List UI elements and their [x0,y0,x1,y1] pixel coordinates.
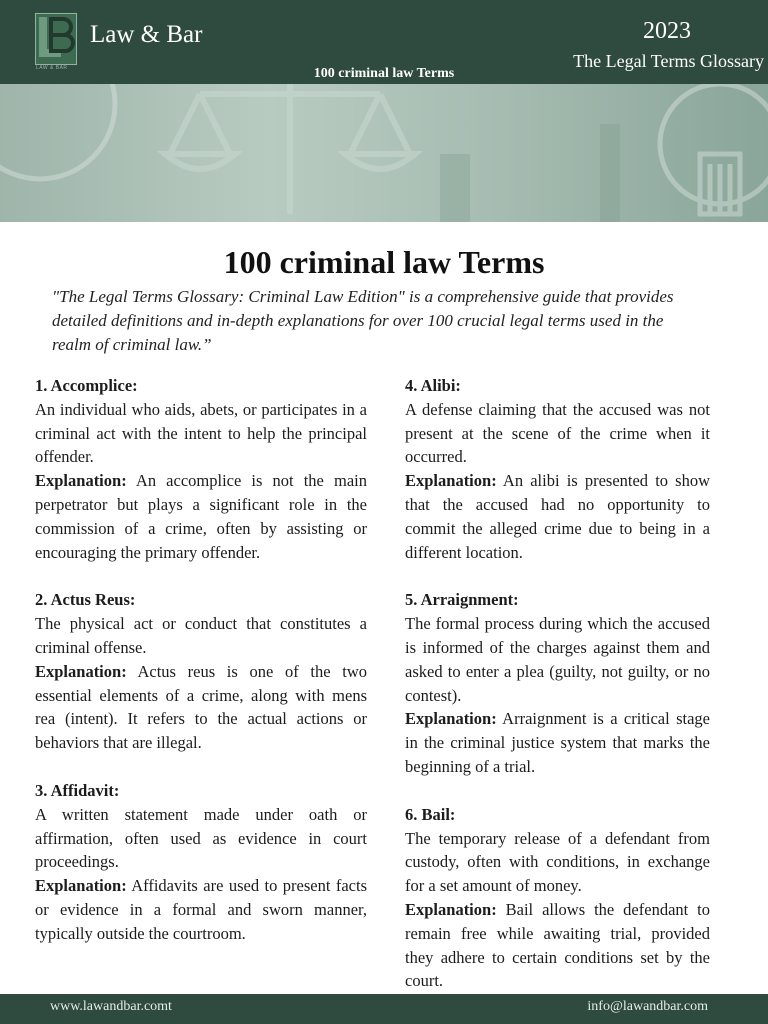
terms-column-right [405,374,710,1017]
year-label: 2023 [643,18,691,44]
explanation-text: Bail allows the defendant to remain free while awaiting trial, provided they adhere to certain conditions set by the court. [405,899,710,991]
explanation-text: An accomplice is not the main perpetrator but plays a significant role in the commission of a crime, often by assisting or encouraging the primary offender. [35,471,367,562]
explanation-label: Explanation: [405,709,497,729]
intro-paragraph: "The Legal Terms Glossary: Criminal Law Edition" is a comprehensive guide that provides detailed definitions and in-depth explanations for over 100 crucial legal terms used in the realm of criminal law.” [52,287,674,354]
explanation-label: Explanation: [405,899,497,919]
tagline: The Legal Terms Glossary [573,51,764,71]
term-entry [35,374,367,564]
header-subtitle: 100 criminal law Terms [313,66,455,81]
term-definition: An individual who aids, abets, or participates in a criminal act with the intent to help the principal offender. [35,399,367,467]
header-bar [0,0,768,84]
brand-name: Law & Bar [90,21,203,48]
explanation-text: Affidavits are used to present facts or evidence in a formal and sworn manner, typically outside the courtroom. [35,876,367,943]
term-heading: 5. Arraignment: [405,590,519,610]
term-entry [405,588,710,778]
term-explanation [405,707,710,778]
explanation-label: Explanation: [35,876,127,896]
term-heading: 1. Accomplice: [35,376,138,395]
term-definition: A defense claiming that the accused was not present at the scene of the crime when it occurred. [405,399,710,467]
term-heading: 4. Alibi: [405,376,461,395]
term-explanation [35,874,367,945]
explanation-label: Explanation: [35,661,127,681]
term-entry [405,803,710,993]
term-heading: 6. Bail: [405,804,456,824]
logo-caption: LAW & BAR [36,65,68,71]
law-and-bar-logo [35,13,77,65]
explanation-label: Explanation: [35,471,127,491]
justice-banner-image [0,84,768,222]
term-entry [405,374,710,564]
term-explanation [405,898,710,993]
page-title: 100 criminal law Terms [223,244,545,280]
explanation-text: Arraignment is a critical stage in the criminal justice system that marks the beginning of a trial. [405,709,710,776]
term-explanation [35,660,367,755]
term-entry [35,588,367,755]
term-heading: 2. Actus Reus: [35,590,136,610]
explanation-text: An alibi is presented to show that the accused had no opportunity to commit the alleged crime due to being in a different location. [405,471,710,562]
term-definition: The temporary release of a defendant from custody, often with conditions, in exchange for a set amount of money. [405,828,710,896]
term-entry [35,779,367,946]
email-link[interactable]: info@lawandbar.com [587,999,708,1014]
term-explanation [35,469,367,564]
term-definition: The formal process during which the accused is informed of the charges against them and asked to enter a plea (guilty, not guilty, or no contest). [405,614,710,705]
explanation-text: Actus reus is one of the two essential elements of a crime, along with mens rea (intent). It refers to the actual actions or behaviors that are illegal. [35,661,367,753]
footer-bar [0,994,768,1024]
terms-column-left [35,374,367,970]
scales-of-justice-icon [0,84,768,222]
term-definition: The physical act or conduct that constitutes a criminal offense. [35,614,367,657]
term-definition: A written statement made under oath or affirmation, often used as evidence in court proceedings. [35,804,367,872]
term-heading: 3. Affidavit: [35,780,120,800]
website-link[interactable]: www.lawandbar.comt [50,999,172,1014]
term-explanation [405,469,710,564]
explanation-label: Explanation: [405,471,497,491]
